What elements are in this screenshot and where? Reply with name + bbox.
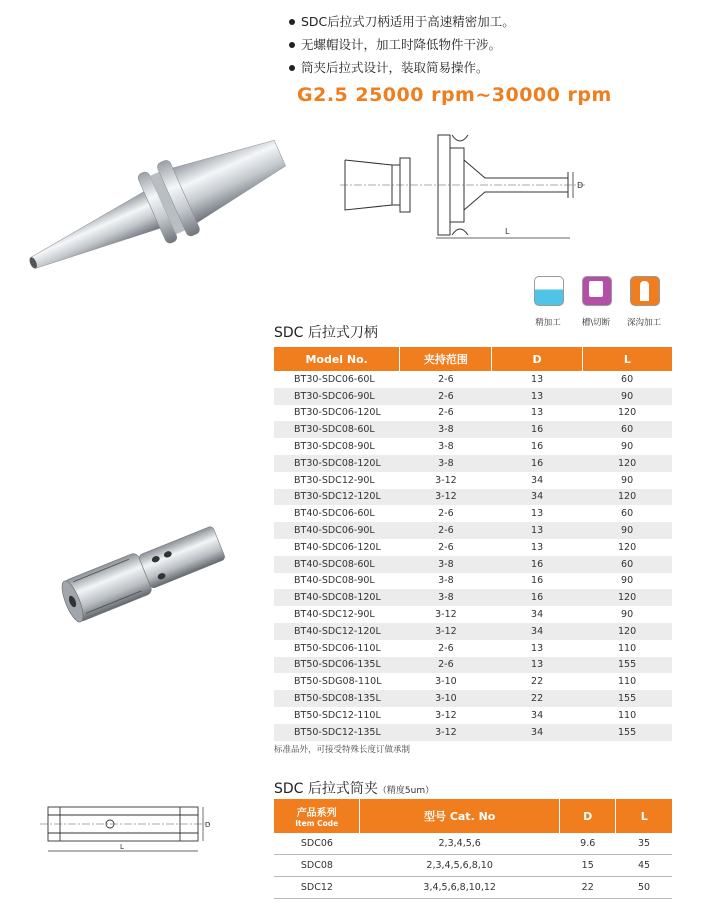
table-cell: 13	[492, 388, 582, 405]
table-cell: 155	[582, 724, 672, 741]
table-cell: 16	[492, 573, 582, 590]
table-cell: BT50-SDC06-135L	[274, 657, 400, 674]
table-cell: 110	[582, 640, 672, 657]
table-cell: 34	[492, 489, 582, 506]
column-header: 型号 Cat. No	[360, 799, 560, 833]
table-cell: SDC08	[274, 855, 360, 877]
table-cell: 60	[582, 371, 672, 388]
table-row	[274, 505, 672, 522]
table-cell: 2,3,4,5,6	[360, 833, 560, 855]
table-cell: BT50-SDC12-135L	[274, 724, 400, 741]
table-cell: BT30-SDC12-90L	[274, 472, 400, 489]
table-cell: BT50-SDC12-110L	[274, 707, 400, 724]
collet-length-label: L	[120, 843, 124, 851]
table-note: 标准品外，可接受特殊长度订做承制	[274, 745, 411, 755]
table-cell: 90	[582, 606, 672, 623]
collet-spec-table	[274, 799, 672, 899]
feature-list	[289, 10, 515, 79]
table-cell: 3-8	[400, 589, 492, 606]
table-cell: BT30-SDC06-120L	[274, 405, 400, 422]
table-row	[274, 573, 672, 590]
table-cell: BT40-SDC06-90L	[274, 522, 400, 539]
column-header: D	[559, 799, 616, 833]
table-row	[274, 657, 672, 674]
table-cell: BT50-SDC06-110L	[274, 640, 400, 657]
table-cell: 3-12	[400, 472, 492, 489]
column-header: L	[616, 799, 672, 833]
table-cell: BT30-SDC06-60L	[274, 371, 400, 388]
table-row	[274, 690, 672, 707]
table-cell: BT40-SDC08-120L	[274, 589, 400, 606]
table-row	[274, 438, 672, 455]
table-cell: 60	[582, 556, 672, 573]
feature-item: 筒夹后拉式设计，装取简易操作。	[289, 56, 515, 79]
table-cell: 3-12	[400, 606, 492, 623]
table-cell: 90	[582, 388, 672, 405]
table-cell: 9.6	[559, 833, 616, 855]
table-row	[274, 623, 672, 640]
table-cell: 13	[492, 505, 582, 522]
table-row	[274, 405, 672, 422]
table-cell: 34	[492, 724, 582, 741]
table-cell: 13	[492, 657, 582, 674]
table-row	[274, 455, 672, 472]
table-cell: BT30-SDC12-120L	[274, 489, 400, 506]
diameter-label: D	[577, 181, 584, 190]
table-cell: 3-12	[400, 707, 492, 724]
finishing-icon	[534, 276, 564, 306]
table-cell: 3-8	[400, 421, 492, 438]
table-cell: 90	[582, 522, 672, 539]
table-cell: 13	[492, 405, 582, 422]
table-row	[274, 589, 672, 606]
table-cell: 2,3,4,5,6,8,10	[360, 855, 560, 877]
table-cell: 120	[582, 623, 672, 640]
column-header: D	[492, 347, 582, 371]
table-row	[274, 388, 672, 405]
table-cell: 3,4,5,6,8,10,12	[360, 877, 560, 899]
table-cell: 120	[582, 455, 672, 472]
table-cell: 3-8	[400, 438, 492, 455]
table-cell: 60	[582, 421, 672, 438]
table-cell: 3-8	[400, 556, 492, 573]
table-cell: 22	[492, 673, 582, 690]
table-cell: BT30-SDC08-60L	[274, 421, 400, 438]
table-row	[274, 640, 672, 657]
table-cell: 35	[616, 833, 672, 855]
table-cell: 3-8	[400, 573, 492, 590]
table-cell: 90	[582, 472, 672, 489]
table-cell: 13	[492, 522, 582, 539]
table-cell: 13	[492, 371, 582, 388]
table-row	[274, 539, 672, 556]
table-cell: 2-6	[400, 539, 492, 556]
bullet-dot	[289, 65, 295, 71]
table-cell: 2-6	[400, 657, 492, 674]
table-cell: 16	[492, 455, 582, 472]
table-row	[274, 556, 672, 573]
table-row	[274, 673, 672, 690]
table-cell: 16	[492, 438, 582, 455]
table-cell: 2-6	[400, 522, 492, 539]
table-row	[274, 833, 672, 855]
table-cell: 16	[492, 421, 582, 438]
table-cell: 155	[582, 657, 672, 674]
feature-item: SDC后拉式刀柄适用于高速精密加工。	[289, 10, 515, 33]
table-row	[274, 472, 672, 489]
table-cell: 13	[492, 640, 582, 657]
table-cell: BT40-SDC12-90L	[274, 606, 400, 623]
holder-technical-drawing	[340, 130, 590, 245]
collet-section-title: SDC 后拉式筒夹（精度5um）	[274, 781, 435, 797]
table-cell: 22	[492, 690, 582, 707]
table-cell: 155	[582, 690, 672, 707]
table-row	[274, 421, 672, 438]
table-cell: BT30-SDC08-120L	[274, 455, 400, 472]
table-cell: 13	[492, 539, 582, 556]
table-cell: 120	[582, 589, 672, 606]
table-cell: 15	[559, 855, 616, 877]
feature-item: 无螺帽设计，加工时降低物件干涉。	[289, 33, 515, 56]
tool-holder-photo	[2, 120, 310, 300]
column-header: 产品系列 Item Code	[274, 799, 360, 833]
table-row	[274, 855, 672, 877]
deep-groove-icon	[630, 276, 660, 306]
table-cell: 120	[582, 405, 672, 422]
table-cell: 16	[492, 589, 582, 606]
column-header: 夹持范围	[400, 347, 492, 371]
table-cell: 34	[492, 606, 582, 623]
table-cell: 3-12	[400, 489, 492, 506]
table-cell: 120	[582, 489, 672, 506]
table-row	[274, 707, 672, 724]
table-cell: 120	[582, 539, 672, 556]
table-cell: 90	[582, 573, 672, 590]
table-row	[274, 489, 672, 506]
legend-label: 槽\切断	[581, 318, 611, 328]
table-cell: BT50-SDC08-135L	[274, 690, 400, 707]
table-row	[274, 371, 672, 388]
column-header: Model No.	[274, 347, 400, 371]
table-cell: BT30-SDC06-90L	[274, 388, 400, 405]
table-header-row	[274, 799, 672, 833]
table-row	[274, 522, 672, 539]
table-cell: BT40-SDC06-60L	[274, 505, 400, 522]
table-row	[274, 606, 672, 623]
table-cell: 2-6	[400, 388, 492, 405]
table-cell: 60	[582, 505, 672, 522]
table-cell: BT40-SDC06-120L	[274, 539, 400, 556]
legend-label: 精加工	[535, 318, 561, 328]
table-cell: 90	[582, 438, 672, 455]
bullet-dot	[289, 42, 295, 48]
speed-rating: G2.5 25000 rpm~30000 rpm	[297, 84, 612, 106]
table-header-row	[274, 347, 672, 371]
table-cell: SDC06	[274, 833, 360, 855]
table-cell: 2-6	[400, 640, 492, 657]
table-cell: 3-12	[400, 623, 492, 640]
table-cell: 45	[616, 855, 672, 877]
holder-section-title: SDC 后拉式刀柄	[274, 325, 378, 341]
application-legend	[534, 276, 674, 326]
table-cell: 110	[582, 673, 672, 690]
table-cell: 2-6	[400, 405, 492, 422]
length-label: L	[505, 227, 510, 236]
table-row	[274, 724, 672, 741]
table-cell: 3-10	[400, 690, 492, 707]
table-cell: 22	[559, 877, 616, 899]
legend-label: 深沟加工	[626, 318, 661, 328]
table-cell: BT40-SDC08-90L	[274, 573, 400, 590]
table-cell: 3-8	[400, 455, 492, 472]
table-cell: BT40-SDC12-120L	[274, 623, 400, 640]
collet-technical-drawing	[40, 795, 215, 865]
precision-note: （精度5um）	[377, 786, 435, 796]
table-cell: 2-6	[400, 371, 492, 388]
table-cell: 50	[616, 877, 672, 899]
table-cell: 34	[492, 623, 582, 640]
table-cell: 34	[492, 707, 582, 724]
table-cell: 3-10	[400, 673, 492, 690]
table-cell: 16	[492, 556, 582, 573]
table-row	[274, 877, 672, 899]
table-cell: SDC12	[274, 877, 360, 899]
column-header: L	[582, 347, 672, 371]
table-cell: BT30-SDC08-90L	[274, 438, 400, 455]
table-cell: 2-6	[400, 505, 492, 522]
collet-diameter-label: D	[205, 821, 211, 829]
table-cell: 34	[492, 472, 582, 489]
table-cell: 3-12	[400, 724, 492, 741]
table-cell: BT50-SDG08-110L	[274, 673, 400, 690]
bullet-dot	[289, 19, 295, 25]
slot-cutting-icon	[582, 276, 612, 306]
collet-photo	[55, 515, 230, 630]
table-cell: 110	[582, 707, 672, 724]
holder-spec-table	[274, 347, 672, 741]
table-cell: BT40-SDC08-60L	[274, 556, 400, 573]
